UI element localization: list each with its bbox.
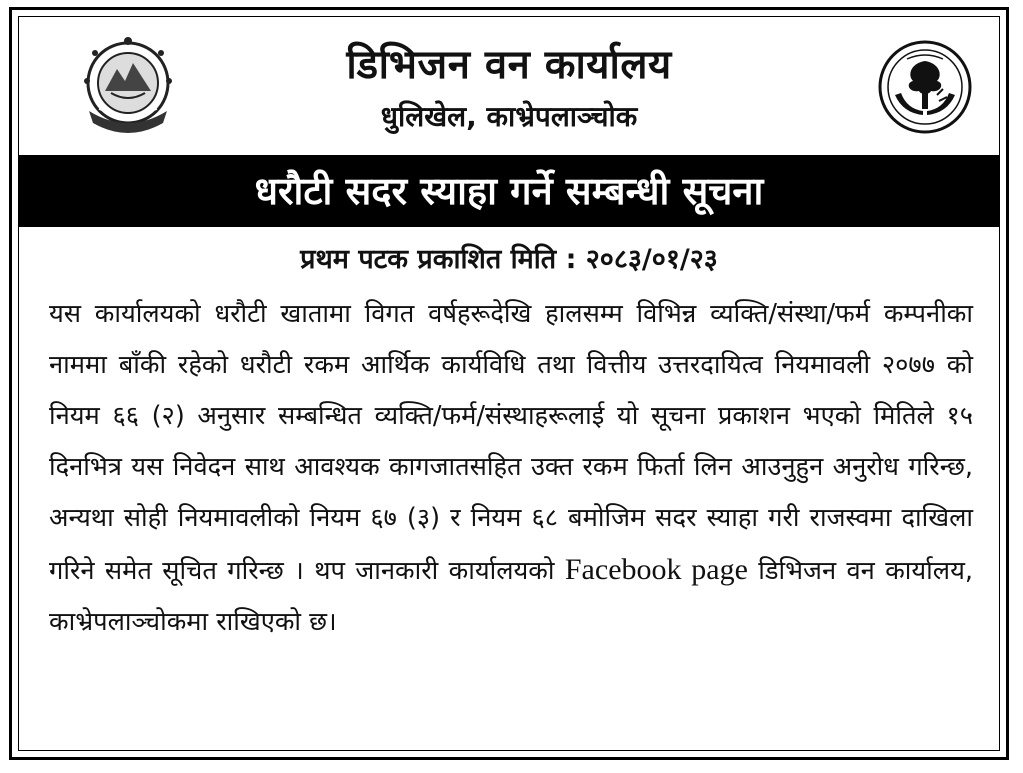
facebook-page-text: Facebook page	[564, 553, 748, 586]
notice-inner-border	[18, 16, 1000, 751]
notice-body-text-1: यस कार्यालयको धरौटी खातामा विगत वर्षहरूदेखि हालसम्म विभिन्न व्यक्ति/संस्था/फर्म कम्पनीका नाममा बाँकी रहेको धरौटी रकम आर्थिक कार्यविधि तथा वित्तीय उत्तरदायित्व नियमावली २०७७ को नियम ६६ (२) अनुसार सम्बन्धित व्यक्ति/फर्म/संस्थाहरूलाई यो सूचना प्रकाशन भएको मितिले १५ दिनभित्र यस निवेदन साथ आवश्यक कागजातसहित उक्त रकम फिर्ता लिन आउनुहुन अनुरोध गरिन्छ, अन्यथा सोही नियमावलीको नियम ६७ (३) र नियम ६८ बमोजिम सदर स्याहा गरी राजस्वमा दाखिला गरिने समेत सूचित गरिन्छ । थप जानकारी कार्यालयको	[49, 299, 973, 586]
notice-header	[19, 17, 999, 155]
office-location: धुलिखेल, काभ्रेपलाञ्चोक	[380, 100, 638, 133]
notice-body-text-2: डिभिजन वन कार्यालय, काभ्रेपलाञ्चोकमा राखिएको छ।	[49, 556, 973, 637]
published-date: प्रथम पटक प्रकाशित मिति : २०८३/०१/२३	[300, 244, 718, 275]
notice-frame	[9, 7, 1009, 760]
forest-hands-tree-logo-icon	[877, 39, 973, 135]
notice-title-banner: धरौटी सदर स्याहा गर्ने सम्बन्धी सूचना	[19, 155, 999, 227]
notice-body	[49, 289, 973, 648]
office-name: डिभिजन वन कार्यालय	[346, 42, 672, 88]
